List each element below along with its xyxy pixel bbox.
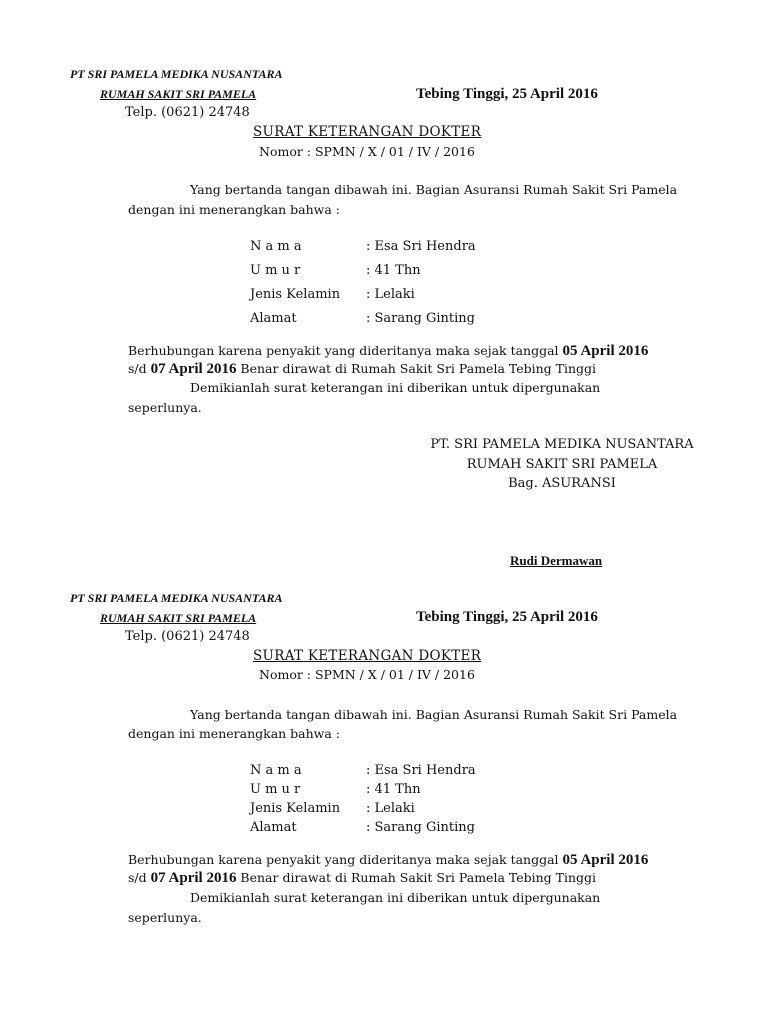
- company-name: PT SRI PAMELA MEDIKA NUSANTARA: [70, 591, 283, 605]
- intro-line-2: dengan ini menerangkan bahwa :: [128, 726, 341, 741]
- letter-title: SURAT KETERANGAN DOKTER: [253, 124, 482, 140]
- field-label-gender: Jenis Kelamin: [250, 801, 341, 816]
- body-line-1: Berhubungan karena penyakit yang dideritanya maka sejak tanggal 05 April 2016: [128, 852, 649, 868]
- field-value-gender: : Lelaki: [366, 801, 415, 816]
- field-value-address: : Sarang Ginting: [366, 820, 475, 835]
- body-line-1: Berhubungan karena penyakit yang dideritanya maka sejak tanggal 05 April 2016: [128, 343, 649, 359]
- date-to: 07 April 2016: [150, 361, 237, 377]
- phone-number: Telp. (0621) 24748: [125, 629, 250, 644]
- company-name: PT SRI PAMELA MEDIKA NUSANTARA: [70, 67, 283, 81]
- phone-number: Telp. (0621) 24748: [125, 105, 250, 120]
- letter-number: Nomor : SPMN / X / 01 / IV / 2016: [259, 144, 475, 159]
- field-label-age: U m u r: [250, 782, 301, 797]
- closing-line-1: Demikianlah surat keterangan ini diberikan untuk dipergunakan: [190, 380, 601, 395]
- letter-number: Nomor : SPMN / X / 01 / IV / 2016: [259, 667, 475, 682]
- date-from: 05 April 2016: [562, 343, 649, 359]
- body-line-2: s/d 07 April 2016 Benar dirawat di Rumah Sakit Sri Pamela Tebing Tinggi: [128, 870, 597, 886]
- field-value-name: : Esa Sri Hendra: [366, 239, 476, 254]
- date-to: 07 April 2016: [150, 870, 237, 886]
- hospital-name: RUMAH SAKIT SRI PAMELA: [100, 611, 257, 625]
- field-label-name: N a m a: [250, 763, 302, 778]
- place-date: Tebing Tinggi, 25 April 2016: [416, 609, 598, 625]
- date-from: 05 April 2016: [562, 852, 649, 868]
- intro-line-1: Yang bertanda tangan dibawah ini. Bagian Asuransi Rumah Sakit Sri Pamela: [190, 182, 678, 197]
- hospital-name: RUMAH SAKIT SRI PAMELA: [100, 87, 257, 101]
- closing-line-2: seperlunya.: [128, 910, 202, 925]
- field-label-name: N a m a: [250, 239, 302, 254]
- field-label-address: Alamat: [250, 820, 297, 835]
- field-value-age: : 41 Thn: [366, 782, 421, 797]
- intro-line-2: dengan ini menerangkan bahwa :: [128, 202, 341, 217]
- signatory-name: Rudi Dermawan: [510, 553, 603, 568]
- field-value-address: : Sarang Ginting: [366, 311, 475, 326]
- field-label-address: Alamat: [250, 311, 297, 326]
- letter-title: SURAT KETERANGAN DOKTER: [253, 648, 482, 664]
- closing-line-2: seperlunya.: [128, 400, 202, 415]
- place-date: Tebing Tinggi, 25 April 2016: [416, 86, 598, 102]
- signature-company: PT. SRI PAMELA MEDIKA NUSANTARA: [430, 437, 694, 452]
- signature-hospital: RUMAH SAKIT SRI PAMELA: [466, 457, 658, 472]
- intro-line-1: Yang bertanda tangan dibawah ini. Bagian Asuransi Rumah Sakit Sri Pamela: [190, 707, 678, 722]
- field-value-age: : 41 Thn: [366, 263, 421, 278]
- signature-department: Bag. ASURANSI: [508, 476, 616, 491]
- body-line-2: s/d 07 April 2016 Benar dirawat di Rumah Sakit Sri Pamela Tebing Tinggi: [128, 361, 597, 377]
- closing-line-1: Demikianlah surat keterangan ini diberikan untuk dipergunakan: [190, 890, 601, 905]
- field-value-gender: : Lelaki: [366, 287, 415, 302]
- field-label-age: U m u r: [250, 263, 301, 278]
- field-value-name: : Esa Sri Hendra: [366, 763, 476, 778]
- field-label-gender: Jenis Kelamin: [250, 287, 341, 302]
